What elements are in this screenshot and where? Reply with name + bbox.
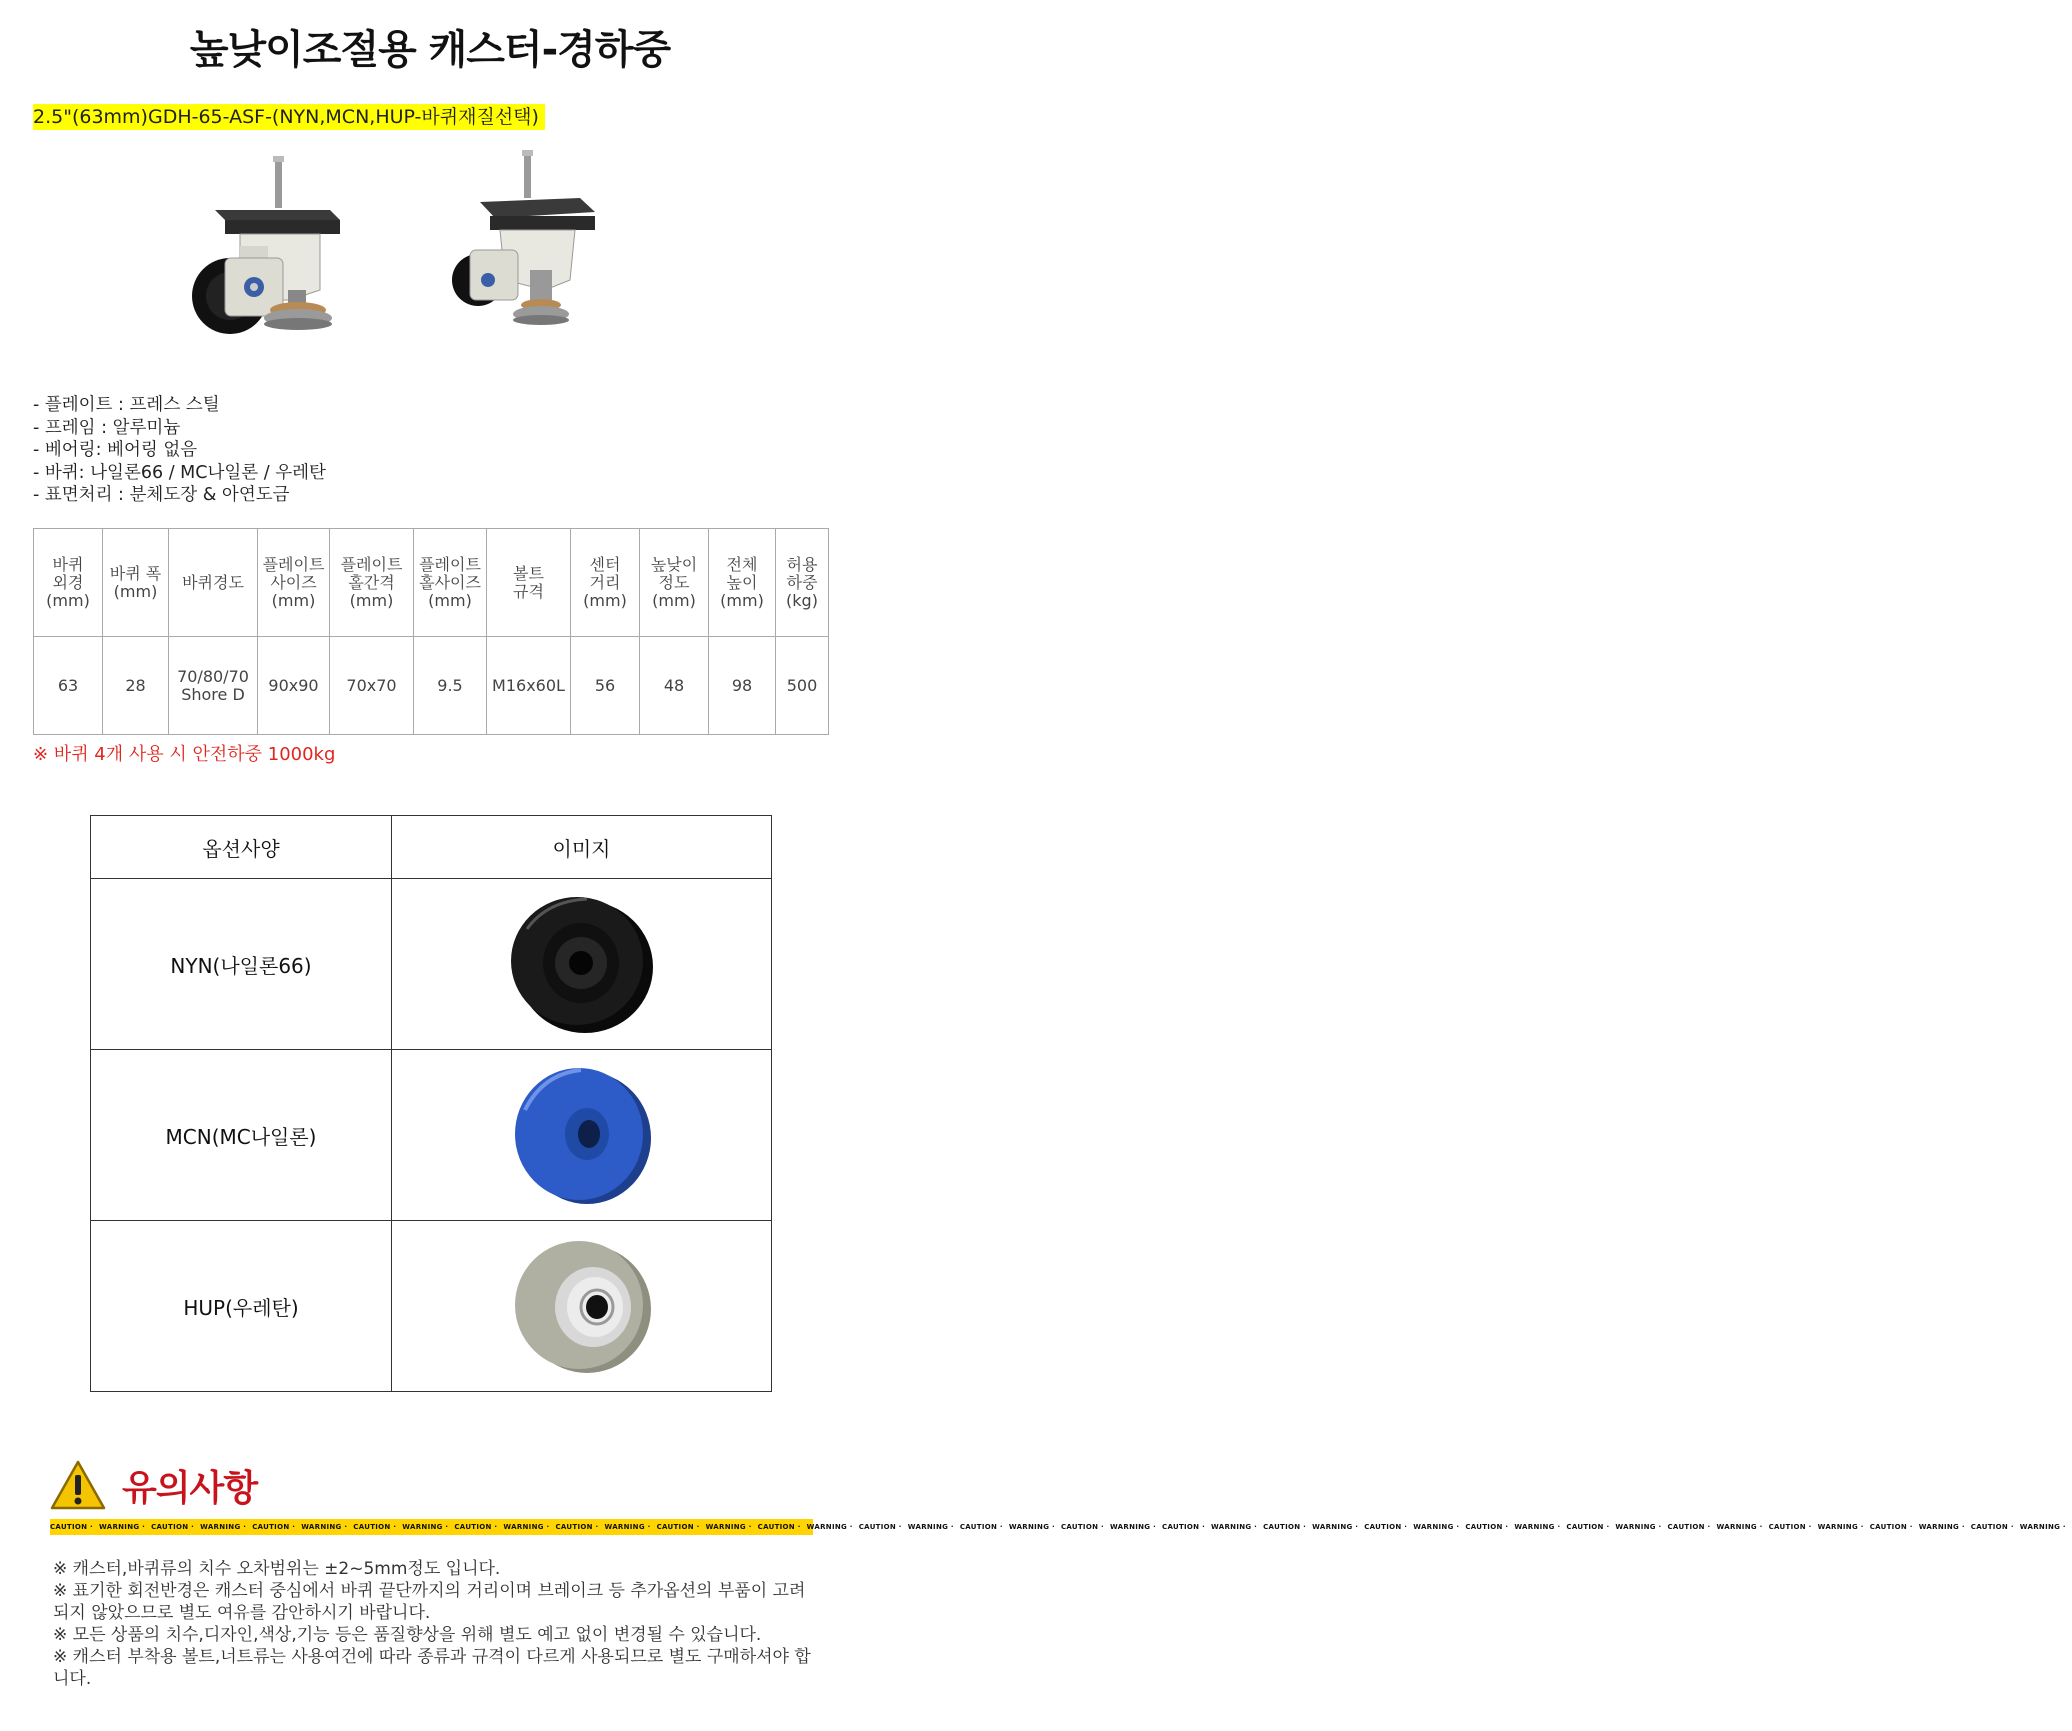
header-center-distance: 센터 거리 (mm) (571, 529, 640, 637)
caster-photo-front (192, 156, 340, 334)
value-load-capacity: 500 (776, 637, 829, 735)
tape-word: WARNING · (1514, 1523, 1561, 1531)
option-row-hup (91, 1221, 772, 1392)
tape-word: WARNING · (1008, 1523, 1055, 1531)
tape-word: CAUTION · (656, 1523, 700, 1531)
wheel-urethane-image (507, 1231, 657, 1381)
spec-table-value-row (34, 637, 829, 735)
tape-word: WARNING · (402, 1523, 449, 1531)
header-wheel-hardness: 바퀴경도 (169, 529, 258, 637)
tape-word: WARNING · (1312, 1523, 1359, 1531)
wheel-mc-nylon-image (507, 1060, 657, 1210)
tape-word: WARNING · (2019, 1523, 2066, 1531)
option-image-mcn (392, 1050, 772, 1221)
value-total-height: 98 (709, 637, 776, 735)
tape-word: WARNING · (99, 1523, 146, 1531)
tape-word: WARNING · (1109, 1523, 1157, 1531)
tape-word: CAUTION · (858, 1523, 902, 1531)
spec-frame: - 프레임 : 알루미늄 (33, 417, 181, 438)
tape-word: CAUTION · (454, 1523, 498, 1531)
tape-word: CAUTION · (353, 1523, 397, 1531)
tape-word: WARNING · (1817, 1523, 1864, 1531)
warning-triangle-icon (50, 1459, 106, 1511)
tape-word: WARNING · (1716, 1523, 1763, 1531)
header-total-height: 전체 높이 (mm) (709, 529, 776, 637)
tape-word: CAUTION · (1667, 1523, 1711, 1531)
header-plate-hole-spacing: 플레이트 홀간격 (mm) (330, 529, 414, 637)
value-height-adjust: 48 (640, 637, 709, 735)
tape-word: WARNING · (705, 1523, 752, 1531)
tape-word: CAUTION · (1162, 1523, 1206, 1531)
tape-word: WARNING · (604, 1523, 651, 1531)
value-wheel-width: 28 (103, 637, 169, 735)
header-bolt-spec: 볼트 규격 (487, 529, 571, 637)
note-bolts: ※ 캐스터 부착용 볼트,너트류는 사용여건에 따라 종류과 규격이 다르게 사용되므로 별도 구매하셔야 합니다. (53, 1647, 811, 1689)
caster-photo-side (452, 150, 595, 325)
tape-word: CAUTION · (1465, 1523, 1509, 1531)
tape-word: CAUTION · (1263, 1523, 1307, 1531)
tape-word: WARNING · (1615, 1523, 1662, 1531)
spec-finish: - 표면처리 : 분체도장 & 아연도금 (33, 485, 290, 505)
value-wheel-hardness: 70/80/70 Shore D (169, 637, 258, 735)
tape-word: CAUTION · (50, 1523, 94, 1531)
option-label-nyn: NYN(나일론66) (91, 879, 392, 1050)
tape-word: CAUTION · (252, 1523, 296, 1531)
tape-word: CAUTION · (1869, 1523, 1913, 1531)
header-plate-hole-size: 플레이트 홀사이즈 (mm) (414, 529, 487, 637)
option-image-nyn (392, 879, 772, 1050)
tape-word: CAUTION · (757, 1523, 801, 1531)
value-wheel-diameter: 63 (34, 637, 103, 735)
spec-plate: - 플레이트 : 프레스 스틸 (33, 395, 220, 415)
caution-tape (50, 1519, 2066, 1535)
spec-bearing: - 베어링: 베어링 없음 (33, 440, 198, 460)
tape-word: WARNING · (907, 1523, 954, 1531)
tape-word: CAUTION · (151, 1523, 195, 1531)
option-label-hup: HUP(우레탄) (91, 1221, 392, 1392)
tape-word: CAUTION · (1768, 1523, 1812, 1531)
header-load-capacity: 허용 하중 (kg) (776, 529, 829, 637)
value-plate-hole-size: 9.5 (414, 637, 487, 735)
note-change-notice: ※ 모든 상품의 치수,디자인,색상,기능 등은 품질향상을 위해 별도 예고 없이 변경될 수 있습니다. (53, 1625, 762, 1645)
option-row-nyn (91, 879, 772, 1050)
option-row-mcn (91, 1050, 772, 1221)
option-label-mcn: MCN(MC나일론) (91, 1050, 392, 1221)
tape-word: CAUTION · (959, 1523, 1003, 1531)
tape-word: CAUTION · (1970, 1523, 2014, 1531)
tape-word: WARNING · (1918, 1523, 1965, 1531)
tape-word: CAUTION · (1060, 1523, 1104, 1531)
value-bolt-spec: M16x60L (487, 637, 571, 735)
caution-notes (53, 1558, 813, 1690)
tape-word: WARNING · (200, 1523, 247, 1531)
model-name: 2.5"(63mm)GDH-65-ASF-(NYN,MCN,HUP-바퀴재질선택) (33, 104, 545, 130)
tape-word: WARNING · (1413, 1523, 1460, 1531)
wheel-nylon-image (507, 889, 657, 1039)
page-title: 높낮이조절용 캐스터-경하중 (189, 27, 671, 73)
option-header-image: 이미지 (392, 816, 772, 879)
tape-word: WARNING · (1211, 1523, 1258, 1531)
caution-title: 유의사항 (122, 1467, 258, 1509)
header-wheel-width: 바퀴 폭 (mm) (103, 529, 169, 637)
note-swivel-radius: ※ 표기한 회전반경은 캐스터 중심에서 바퀴 끝단까지의 거리이며 브레이크 등 추가옵션의 부품이 고려되지 않았으므로 별도 여유를 감안하시기 바랍니다. (53, 1581, 806, 1623)
tape-word: CAUTION · (1566, 1523, 1610, 1531)
tape-word: CAUTION · (1364, 1523, 1408, 1531)
spec-table (33, 528, 829, 735)
tape-word: WARNING · (503, 1523, 550, 1531)
spec-table-header-row (34, 529, 829, 637)
spec-list (33, 394, 326, 507)
product-photos (170, 150, 690, 380)
option-table (90, 815, 772, 1392)
note-tolerance: ※ 캐스터,바퀴류의 치수 오차범위는 ±2~5mm정도 입니다. (53, 1559, 501, 1579)
spec-wheel: - 바퀴: 나일론66 / MC나일론 / 우레탄 (33, 462, 326, 483)
safe-load-note: ※ 바퀴 4개 사용 시 안전하중 1000kg (33, 744, 336, 765)
caution-heading (50, 1456, 257, 1514)
header-wheel-diameter: 바퀴 외경 (mm) (34, 529, 103, 637)
tape-word: WARNING · (806, 1523, 853, 1531)
header-height-adjust: 높낮이 정도 (mm) (640, 529, 709, 637)
option-header-row (91, 816, 772, 879)
value-center-distance: 56 (571, 637, 640, 735)
option-image-hup (392, 1221, 772, 1392)
tape-word: CAUTION · (555, 1523, 599, 1531)
header-plate-size: 플레이트 사이즈 (mm) (258, 529, 330, 637)
option-header-spec: 옵션사양 (91, 816, 392, 879)
value-plate-hole-spacing: 70x70 (330, 637, 414, 735)
tape-word: WARNING · (301, 1523, 348, 1531)
value-plate-size: 90x90 (258, 637, 330, 735)
